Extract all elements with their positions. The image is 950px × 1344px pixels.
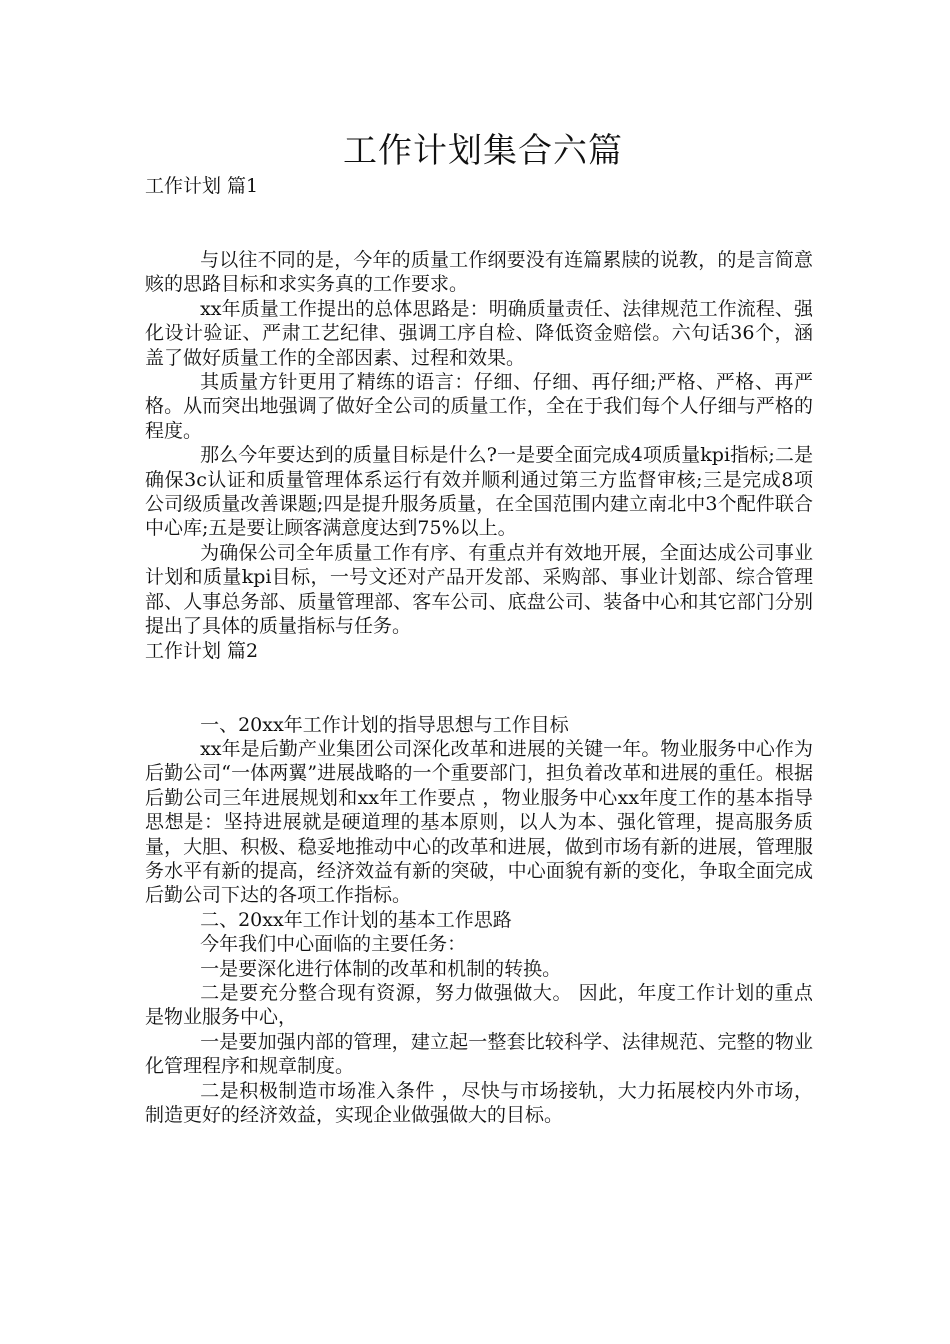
paragraph: xx年质量工作提出的总体思路是：明确质量责任、法律规范工作流程、强化设计验证、严肃工艺纪律、强调工序自检、降低资金赔偿。六句话36个，涵盖了做好质量工作的全部因素、过程和效果。 <box>145 297 813 369</box>
paragraph: 今年我们中心面临的主要任务： <box>200 933 467 956</box>
section-2 <box>145 639 813 1128</box>
section-heading: 工作计划 篇1 <box>145 175 259 197</box>
paragraph: 那么今年要达到的质量目标是什么?一是要全面完成4项质量kpi指标;二是确保3c认证和质量管理体系运行有效并顺利通过第三方监督审核;三是完成8项公司级质量改善课题;四是提升服务质量，在全国范围内建立南北中3个配件联合中心库;五是要让顾客满意度达到75%以上。 <box>145 444 813 540</box>
paragraph: 一是要加强内部的管理，建立起一整套比较科学、法律规范、完整的物业化管理程序和规章制度。 <box>145 1030 813 1078</box>
paragraph: xx年是后勤产业集团公司深化改革和进展的关键一年。物业服务中心作为后勤公司“一体两翼”进展战略的一个重要部门，担负着改革和进展的重任。根据后勤公司三年进展规划和xx年工作要点 ，物业服务中心xx年度工作的基本指导思想是：坚持进展就是硬道理的基本原则，以人为本、强化管理，提高服务质量，大胆、积极、稳妥地推动中心的改革和进展，做到市场有新的进展，管理服务水平有新的提高，经济效益有新的突破，中心面貌有新的变化，争取全面完成后勤公司下达的各项工作指标。 <box>145 737 813 907</box>
paragraph: 为确保公司全年质量工作有序、有重点并有效地开展，全面达成公司事业计划和质量kpi目标，一号文还对产品开发部、采购部、事业计划部、综合管理部、人事总务部、质量管理部、客车公司、底盘公司、装备中心和其它部门分别提出了具体的质量指标与任务。 <box>145 541 813 638</box>
spacer <box>145 198 813 248</box>
spacer <box>145 663 813 713</box>
section-1 <box>145 174 813 639</box>
paragraph: 一、20xx年工作计划的指导思想与工作目标 <box>200 713 569 736</box>
paragraph: 其质量方针更用了精练的语言：仔细、仔细、再仔细;严格、严格、再严格。从而突出地强调了做好全公司的质量工作，全在于我们每个人仔细与严格的程度。 <box>145 371 813 442</box>
paragraph: 二是积极制造市场准入条件 ，尽快与市场接轨，大力拓展校内外市场，制造更好的经济效益，实现企业做强做大的目标。 <box>145 1079 813 1126</box>
paragraph: 二、20xx年工作计划的基本工作思路 <box>200 908 512 931</box>
document-title: 工作计划集合六篇 <box>343 131 623 171</box>
paragraph: 二是要充分整合现有资源，努力做强做大。 因此，年度工作计划的重点是物业服务中心， <box>145 981 813 1029</box>
section-heading: 工作计划 篇2 <box>145 639 259 662</box>
paragraph: 与以往不同的是，今年的质量工作纲要没有连篇累牍的说教，的是言简意赅的思路目标和求实务真的工作要求。 <box>145 249 813 296</box>
document-page <box>145 128 813 1127</box>
paragraph: 一是要深化进行体制的改革和机制的转换。 <box>200 957 562 980</box>
